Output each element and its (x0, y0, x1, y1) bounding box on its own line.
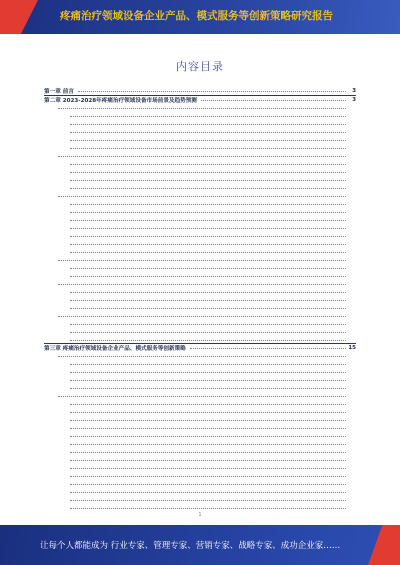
toc-entry[interactable] (44, 392, 356, 400)
toc-dot-leader (58, 260, 346, 261)
toc-entry[interactable] (44, 120, 356, 128)
toc-dot-leader (58, 396, 346, 397)
toc-entry[interactable] (44, 160, 356, 168)
toc-entry[interactable] (44, 432, 356, 440)
toc-dot-leader (201, 100, 346, 101)
toc-entry[interactable] (44, 424, 356, 432)
toc-entry[interactable] (44, 208, 356, 216)
toc-dot-leader (70, 380, 346, 381)
toc-dot-leader (58, 196, 346, 197)
toc-dot-leader (70, 484, 346, 485)
toc-entry[interactable] (44, 400, 356, 408)
footer-slogan: 让每个人都能成为 行业专家、管理专家、营销专家、战略专家、成功企业家…… (40, 541, 341, 551)
toc-dot-leader (70, 468, 346, 469)
toc-dot-leader (70, 452, 346, 453)
toc-entry[interactable] (44, 200, 356, 208)
toc-dot-leader (70, 292, 346, 293)
toc-entry[interactable] (44, 384, 356, 392)
toc-entry[interactable] (44, 376, 356, 384)
toc-entry[interactable] (44, 295, 356, 303)
toc-dot-leader (70, 428, 346, 429)
toc-dot-leader (70, 204, 346, 205)
toc-entry[interactable] (44, 479, 356, 487)
toc-entry[interactable] (44, 311, 356, 319)
toc-entry[interactable] (44, 472, 356, 480)
toc-entry[interactable] (44, 495, 356, 503)
toc-entry[interactable] (44, 263, 356, 271)
toc-dot-leader (58, 316, 346, 317)
toc-entry[interactable] (44, 184, 356, 192)
toc-dot-leader (70, 252, 346, 253)
toc-dot-leader (70, 140, 346, 141)
toc-entry-title: 第一章 前言 (44, 88, 74, 95)
toc-dot-leader (70, 444, 346, 445)
toc-dot-leader (70, 460, 346, 461)
toc-entry[interactable] (44, 152, 356, 160)
toc-entry[interactable] (44, 335, 356, 343)
toc-entry[interactable] (44, 223, 356, 231)
toc-dot-leader (58, 156, 346, 157)
toc-entry[interactable] (44, 239, 356, 247)
toc-entry-title: 第三章 疼痛治疗领域设备企业产品、模式服务等创新策略 (44, 345, 186, 352)
toc-entry[interactable] (44, 464, 356, 472)
report-title: 疼痛治疗领域设备企业产品、模式服务等创新策略研究报告 (60, 10, 333, 22)
toc-dot-leader (70, 372, 346, 373)
toc-dot-leader (70, 340, 346, 341)
toc-dot-leader (70, 300, 346, 301)
toc-entry[interactable] (44, 456, 356, 464)
toc-entry-title: 第二章 2023-2028年疼痛治疗领域设备市场前景及趋势预测 (44, 97, 197, 104)
toc-entry[interactable] (44, 136, 356, 144)
toc-dot-leader (70, 332, 346, 333)
toc-entry[interactable] (44, 327, 356, 335)
toc-dot-leader (70, 116, 346, 117)
toc-dot-leader (70, 476, 346, 477)
toc-entry[interactable] (44, 176, 356, 184)
toc-dot-leader (190, 348, 346, 349)
toc-dot-leader (70, 436, 346, 437)
toc-entry[interactable] (44, 303, 356, 311)
toc-heading: 内容目录 (176, 60, 224, 73)
toc-entry[interactable] (44, 360, 356, 368)
toc-dot-leader (70, 172, 346, 173)
toc-entry[interactable] (44, 216, 356, 224)
toc-dot-leader (70, 188, 346, 189)
toc-entry-page: 15 (348, 344, 356, 351)
toc-dot-leader (70, 268, 346, 269)
toc-dot-leader (70, 244, 346, 245)
toc-dot-leader (70, 164, 346, 165)
toc-dot-leader (70, 124, 346, 125)
toc-dot-leader (58, 284, 346, 285)
toc-dot-leader (70, 148, 346, 149)
toc-entry[interactable] (44, 503, 356, 511)
toc-entry[interactable] (44, 343, 356, 352)
toc-dot-leader (70, 308, 346, 309)
toc-dot-leader (70, 412, 346, 413)
page-number: 1 (198, 512, 202, 518)
toc-entry-page: 3 (352, 96, 356, 103)
toc-dot-leader (70, 180, 346, 181)
toc-dot-leader (70, 364, 346, 365)
toc-entry[interactable] (44, 408, 356, 416)
toc-dot-leader (58, 108, 346, 109)
toc-entry[interactable] (44, 279, 356, 287)
toc-dot-leader (78, 91, 346, 92)
toc-dot-leader (70, 388, 346, 389)
toc-dot-leader (70, 228, 346, 229)
toc-entry[interactable] (44, 287, 356, 295)
toc-dot-leader (70, 492, 346, 493)
toc-dot-leader (70, 276, 346, 277)
toc-dot-leader (70, 132, 346, 133)
toc-entry[interactable] (44, 112, 356, 120)
toc-entry[interactable] (44, 440, 356, 448)
toc-dot-leader (70, 220, 346, 221)
toc-entry[interactable] (44, 319, 356, 327)
toc-entry[interactable] (44, 352, 356, 360)
toc-entry[interactable] (44, 95, 356, 104)
toc-dot-leader (70, 420, 346, 421)
toc-dot-leader (70, 404, 346, 405)
toc-entry[interactable] (44, 487, 356, 495)
toc-dot-leader (70, 236, 346, 237)
table-of-contents (44, 87, 356, 511)
toc-entry[interactable] (44, 247, 356, 255)
toc-dot-leader (70, 508, 346, 509)
report-header-banner (0, 0, 400, 34)
header-red-accent (0, 0, 38, 34)
toc-entry[interactable] (44, 231, 356, 239)
toc-entry[interactable] (44, 192, 356, 200)
toc-entry[interactable] (44, 448, 356, 456)
toc-entry-page: 3 (352, 87, 356, 94)
footer-red-accent (368, 525, 400, 565)
toc-dot-leader (70, 324, 346, 325)
toc-entry[interactable] (44, 368, 356, 376)
toc-entry[interactable] (44, 87, 356, 95)
toc-dot-leader (58, 356, 346, 357)
toc-entry[interactable] (44, 128, 356, 136)
toc-entry[interactable] (44, 168, 356, 176)
toc-dot-leader (70, 500, 346, 501)
footer-banner (0, 525, 400, 565)
toc-entry[interactable] (44, 271, 356, 279)
toc-entry[interactable] (44, 104, 356, 112)
toc-entry[interactable] (44, 255, 356, 263)
toc-entry[interactable] (44, 416, 356, 424)
toc-dot-leader (70, 212, 346, 213)
toc-entry[interactable] (44, 144, 356, 152)
